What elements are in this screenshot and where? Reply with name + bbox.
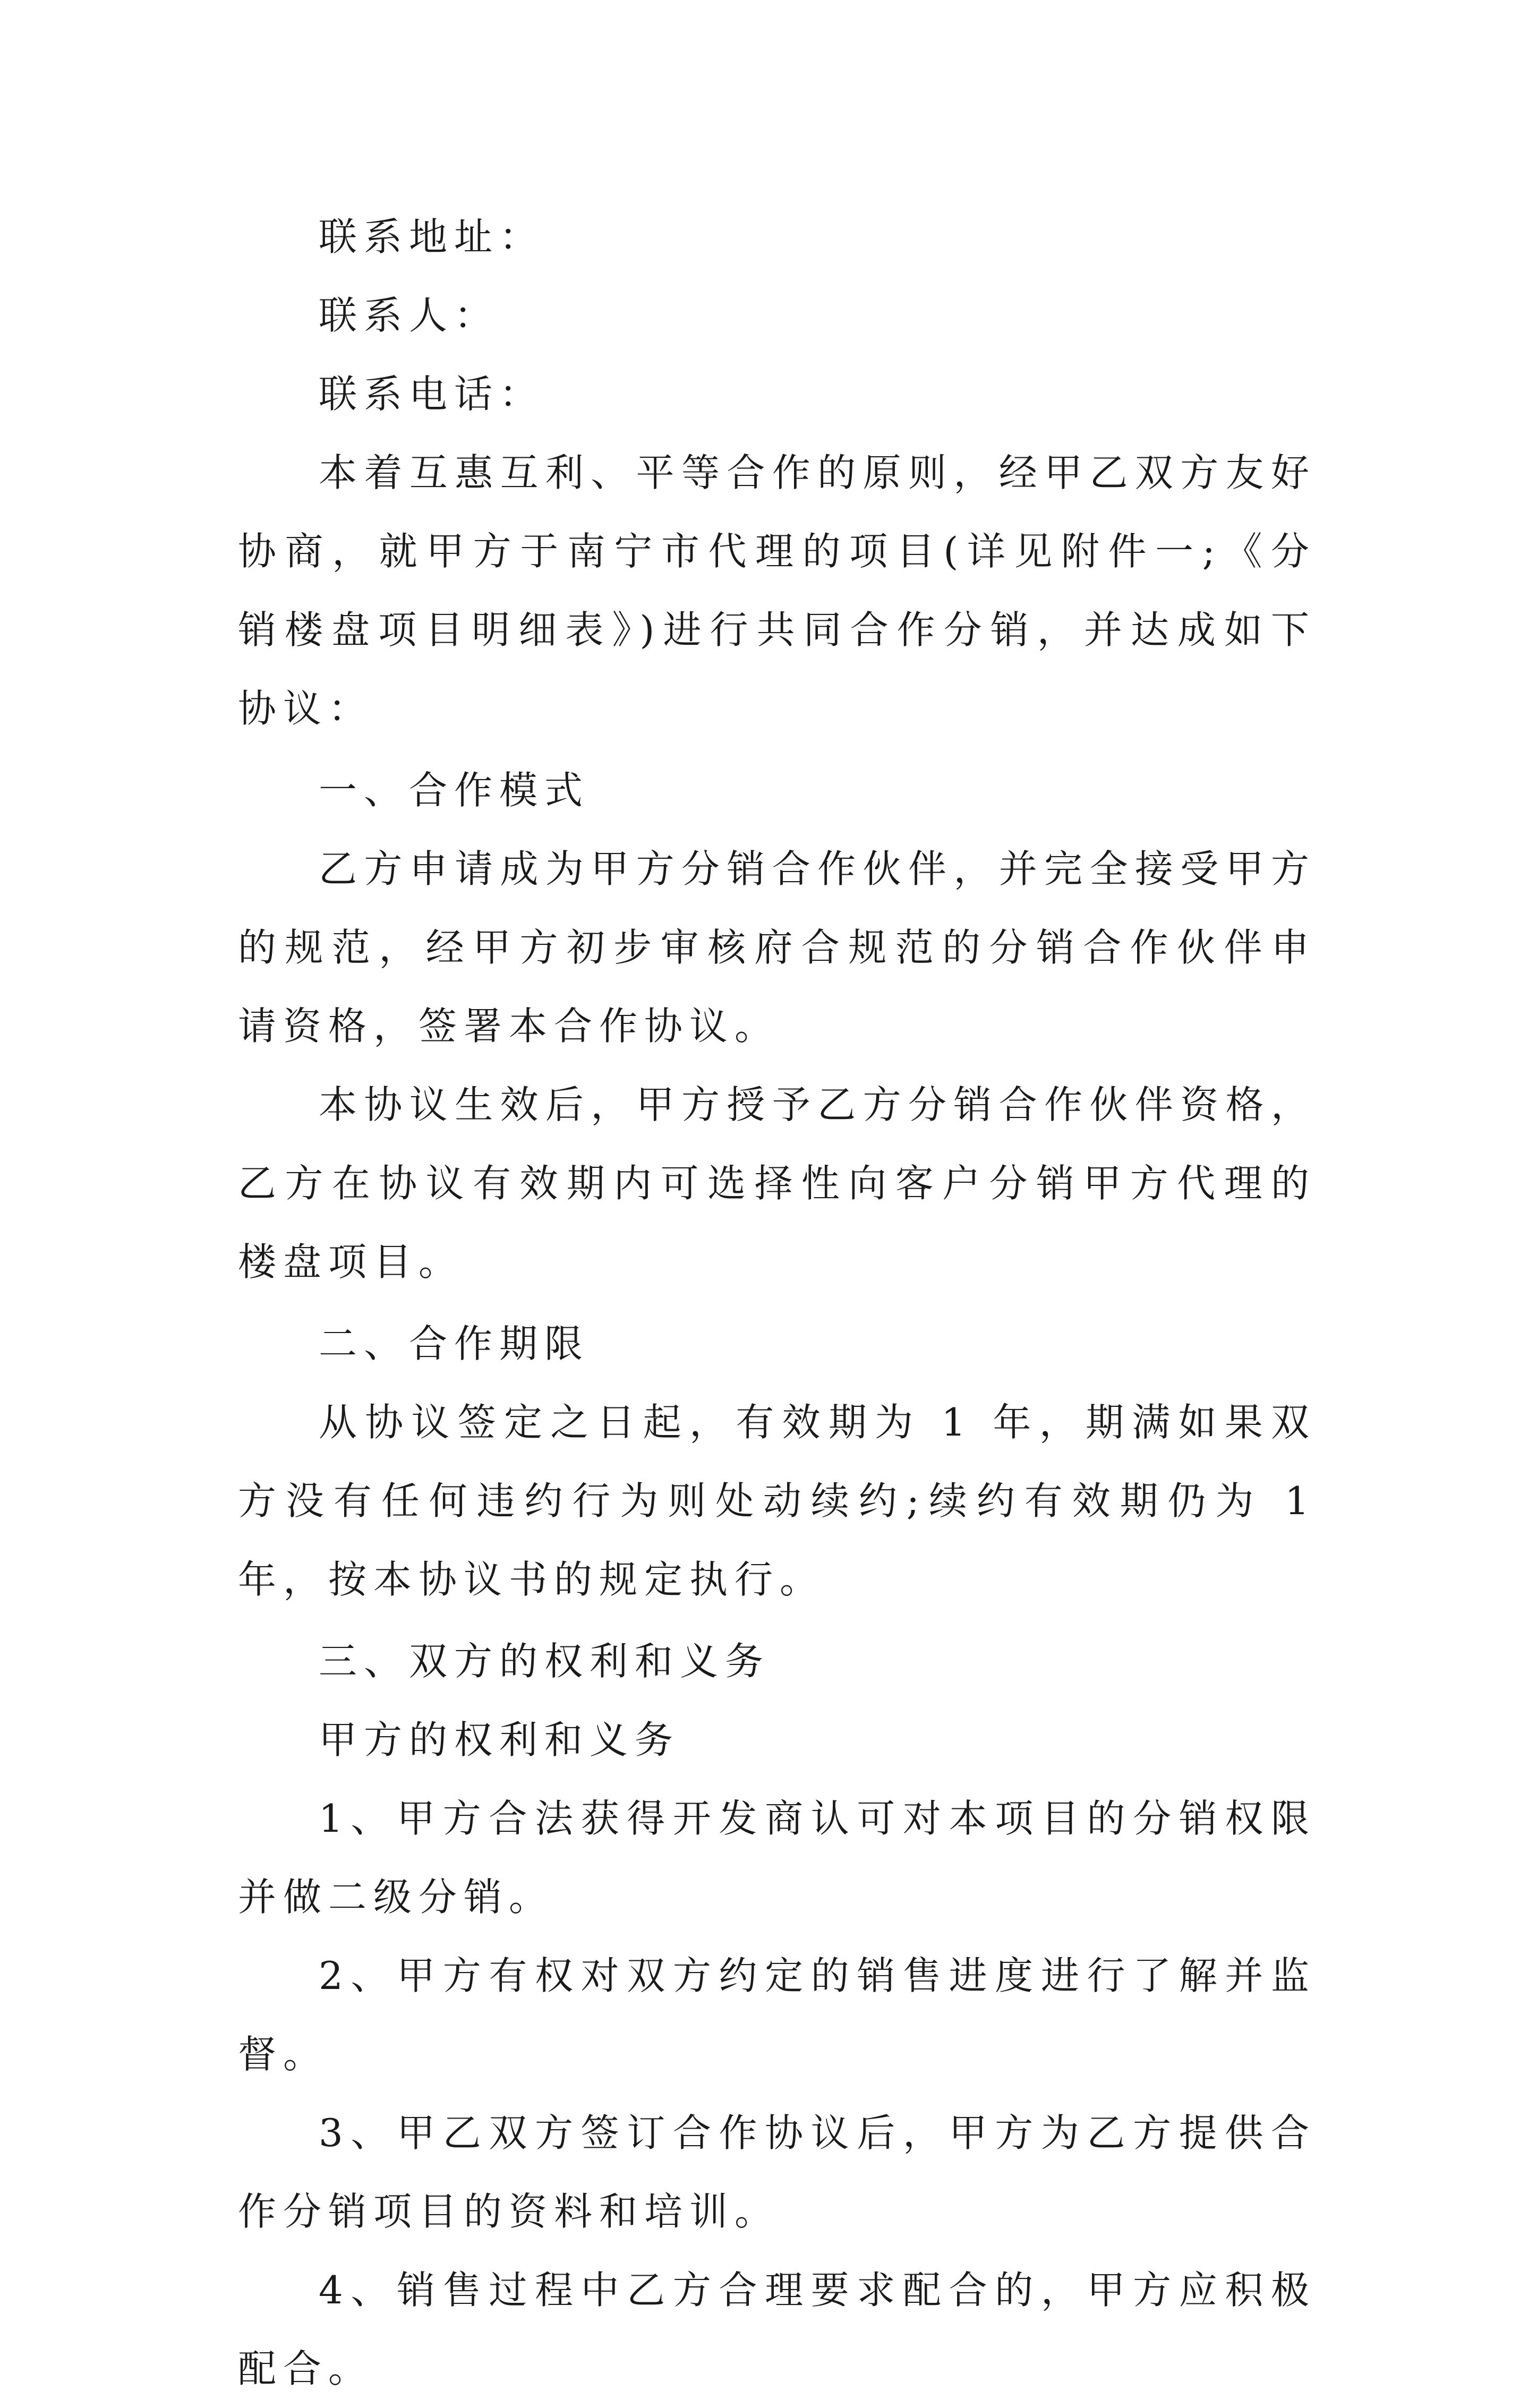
list-item-4: 4、销售过程中乙方合理要求配合的，甲方应积极配合。 xyxy=(238,2268,1316,2391)
contact-address-line: 联系地址： xyxy=(319,215,545,259)
section-heading-cooperation-term: 二、合作期限 xyxy=(319,1321,590,1366)
section-heading-cooperation-mode: 一、合作模式 xyxy=(319,768,590,813)
list-item-3: 3、甲乙双方签订合作协议后，甲方为乙方提供合作分销项目的资料和培训。 xyxy=(238,2111,1316,2234)
contact-phone-line: 联系电话： xyxy=(319,372,545,416)
paragraph-application: 乙方申请成为甲方分销合作伙伴，并完全接受甲方的规范，经甲方初步审核府合规范的分销合作伙伴申请资格，签署本合作协议。 xyxy=(238,847,1316,1048)
section-heading-rights-obligations: 三、双方的权利和义务 xyxy=(319,1639,771,1684)
contact-person-line: 联系人： xyxy=(319,293,500,338)
document-body xyxy=(238,198,1316,2408)
list-item-2: 2、甲方有权对双方约定的销售进度进行了解并监督。 xyxy=(238,1953,1316,2077)
list-item-1: 1、甲方合法获得开发商认可对本项目的分销权限并做二级分销。 xyxy=(238,1796,1316,1919)
paragraph-term: 从协议签定之日起，有效期为 1 年，期满如果双方没有任何违约行为则处动续约;续约有效期仍为 1 年，按本协议书的规定执行。 xyxy=(238,1400,1316,1602)
subheading-party-a-rights: 甲方的权利和义务 xyxy=(319,1718,680,1762)
paragraph-qualification: 本协议生效后，甲方授予乙方分销合作伙伴资格，乙方在协议有效期内可选择性向客户分销甲方代理的楼盘项目。 xyxy=(238,1082,1316,1284)
preamble-paragraph: 本着互惠互利、平等合作的原则，经甲乙双方友好协商，就甲方于南宁市代理的项目(详见附件一;《分销楼盘项目明细表》)进行共同合作分销，并达成如下协议： xyxy=(238,450,1316,731)
